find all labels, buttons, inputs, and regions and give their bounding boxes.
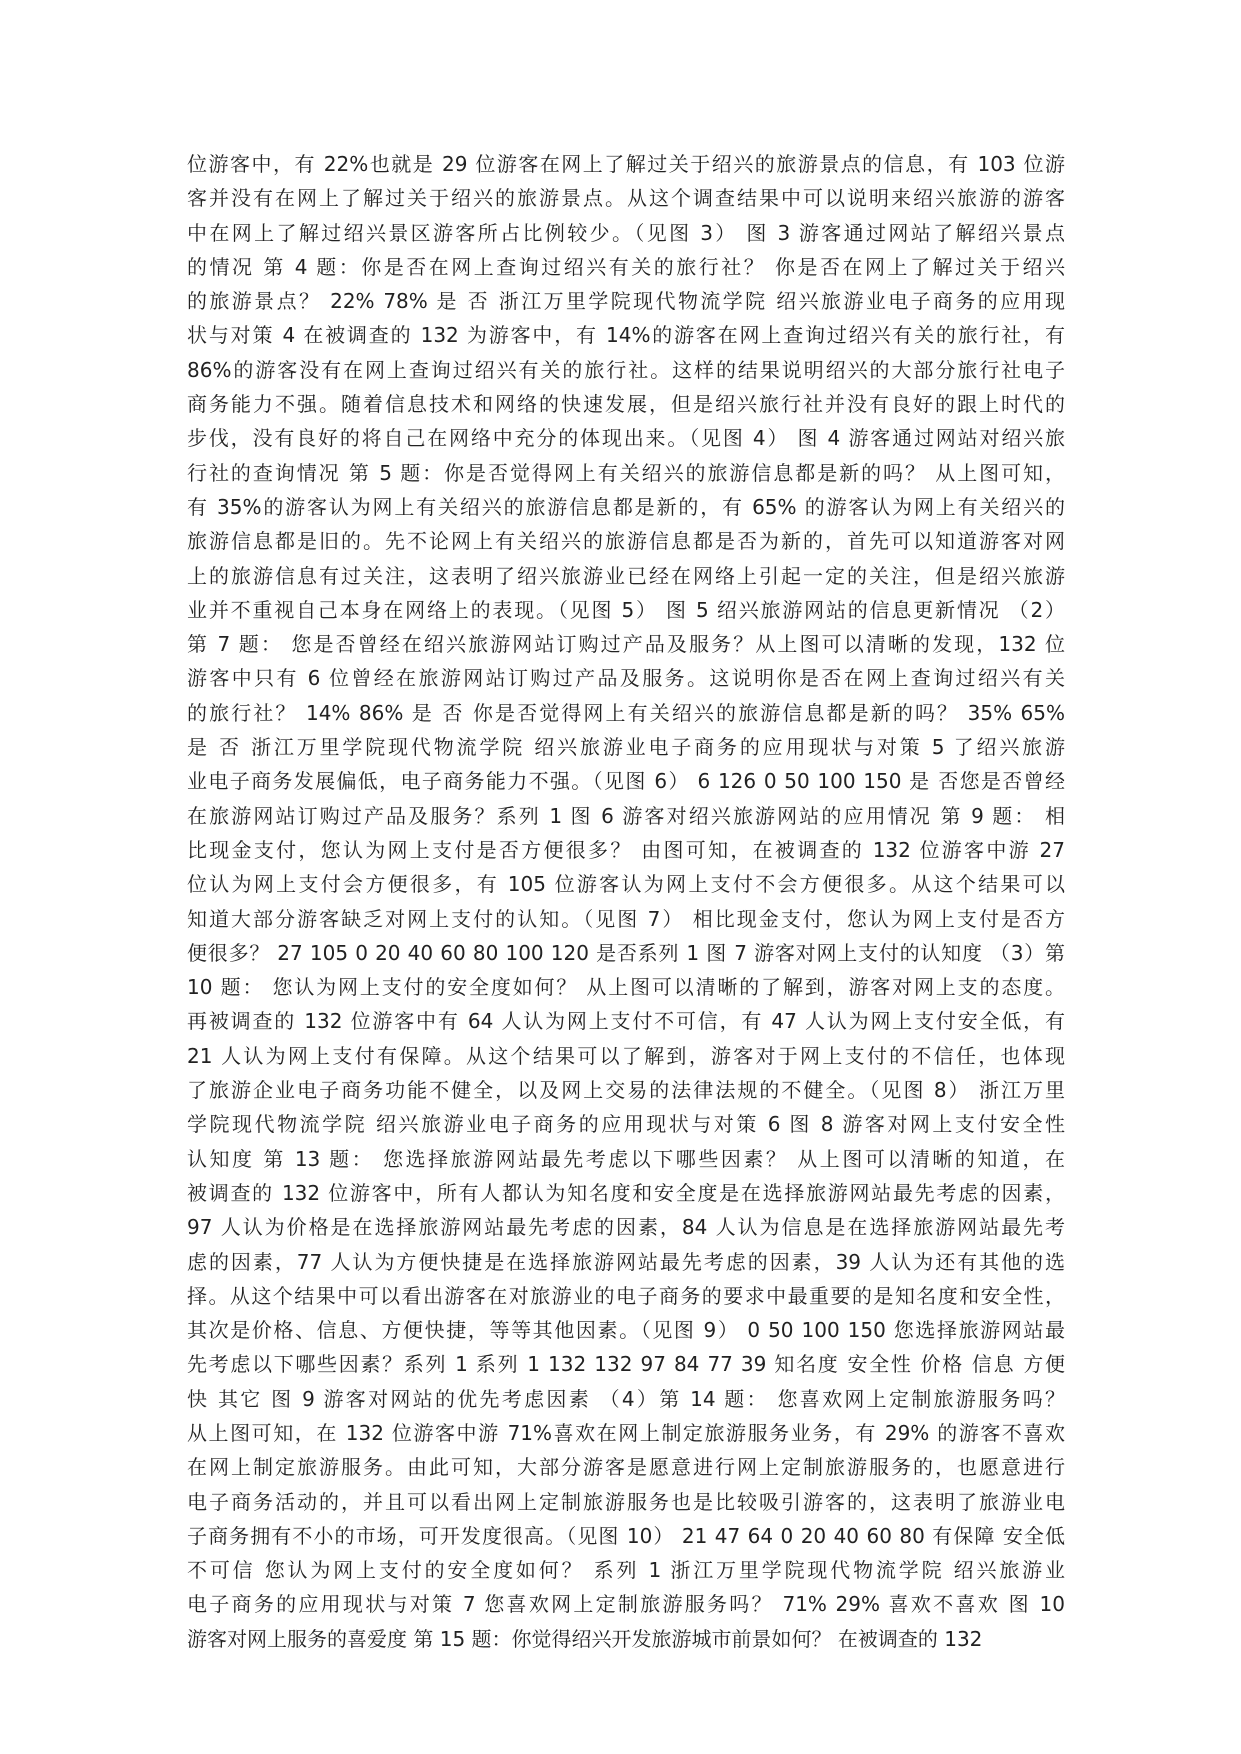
text-line: 位认为网上支付会方便很多，有 105 位游客认为网上支付不会方便很多。从这个结果可以	[187, 872, 1065, 897]
text-line: 上的旅游信息有过关注，这表明了绍兴旅游业已经在网络上引起一定的关注，但是绍兴旅游	[187, 563, 1065, 588]
text-line: 择。从这个结果中可以看出游客在对旅游业的电子商务的要求中最重要的是知名度和安全性，	[187, 1283, 1065, 1308]
text-line: 商务能力不强。随着信息技术和网络的快速发展，但是绍兴旅行社并没有良好的跟上时代的	[187, 392, 1065, 417]
text-line: 不可信 您认为网上支付的安全度如何？ 系列 1 浙江万里学院现代物流学院 绍兴旅游业	[187, 1558, 1065, 1583]
text-line: 虑的因素，77 人认为方便快捷是在选择旅游网站最先考虑的因素，39 人认为还有其他的选	[187, 1249, 1065, 1274]
text-line: 21 人认为网上支付有保障。从这个结果可以了解到，游客对于网上支付的不信任，也体现	[187, 1043, 1065, 1068]
text-line: 在网上制定旅游服务。由此可知，大部分游客是愿意进行网上定制旅游服务的，也愿意进行	[187, 1455, 1065, 1480]
text-line: 被调查的 132 位游客中，所有人都认为知名度和安全度是在选择旅游网站最先考虑的因素，	[187, 1180, 1065, 1205]
text-line: 10 题： 您认为网上支付的安全度如何？ 从上图可以清晰的了解到，游客对网上支的态度。	[187, 975, 1065, 1000]
text-line: 状与对策 4 在被调查的 132 为游客中，有 14%的游客在网上查询过绍兴有关的旅行社，有	[187, 323, 1065, 348]
text-line: 的旅游景点？ 22% 78% 是 否 浙江万里学院现代物流学院 绍兴旅游业电子商务的应用现	[187, 289, 1065, 314]
text-line: 电子商务的应用现状与对策 7 您喜欢网上定制旅游服务吗？ 71% 29% 喜欢不喜欢 图 10	[187, 1592, 1065, 1617]
text-line: 其次是价格、信息、方便快捷，等等其他因素。（见图 9） 0 50 100 150 您选择旅游网站最	[187, 1318, 1065, 1343]
text-line: 比现金支付，您认为网上支付是否方便很多？ 由图可知，在被调查的 132 位游客中游 27	[187, 837, 1065, 862]
text-line: 行社的查询情况 第 5 题：你是否觉得网上有关绍兴的旅游信息都是新的吗？ 从上图可知，	[187, 460, 1065, 485]
text-line: 游客中只有 6 位曾经在旅游网站订购过产品及服务。这说明你是否在网上查询过绍兴有关	[187, 666, 1065, 691]
text-line: 86%的游客没有在网上查询过绍兴有关的旅行社。这样的结果说明绍兴的大部分旅行社电子	[187, 357, 1065, 382]
text-line: 先考虑以下哪些因素？系列 1 系列 1 132 132 97 84 77 39 知名度 安全性 价格 信息 方便	[187, 1352, 1065, 1377]
text-line: 子商务拥有不小的市场，可开发度很高。（见图 10） 21 47 64 0 20 40 60 80 有保障 安全低	[187, 1523, 1065, 1548]
text-line: 97 人认为价格是在选择旅游网站最先考虑的因素，84 人认为信息是在选择旅游网站最先考	[187, 1215, 1065, 1240]
text-line: 的旅行社？ 14% 86% 是 否 你是否觉得网上有关绍兴的旅游信息都是新的吗？ 35% 65%	[187, 700, 1065, 725]
text-line: 位游客中，有 22%也就是 29 位游客在网上了解过关于绍兴的旅游景点的信息，有 103 位游	[187, 152, 1065, 176]
text-line: 有 35%的游客认为网上有关绍兴的旅游信息都是新的，有 65% 的游客认为网上有关绍兴的	[187, 494, 1065, 519]
text-line: 便很多？ 27 105 0 20 40 60 80 100 120 是否系列 1 图 7 游客对网上支付的认知度 （3）第	[187, 940, 1065, 965]
text-line: 电子商务活动的，并且可以看出网上定制旅游服务也是比较吸引游客的，这表明了旅游业电	[187, 1489, 1065, 1514]
text-line: 旅游信息都是旧的。先不论网上有关绍兴的旅游信息都是否为新的，首先可以知道游客对网	[187, 529, 1065, 554]
body-text	[187, 147, 1065, 1656]
text-line: 是 否 浙江万里学院现代物流学院 绍兴旅游业电子商务的应用现状与对策 5 了绍兴旅游	[187, 735, 1065, 760]
text-line: 业电子商务发展偏低，电子商务能力不强。（见图 6） 6 126 0 50 100 150 是 否您是否曾经	[187, 769, 1065, 794]
text-line: 知道大部分游客缺乏对网上支付的认知。（见图 7） 相比现金支付，您认为网上支付是否方	[187, 906, 1065, 931]
text-line: 再被调查的 132 位游客中有 64 人认为网上支付不可信，有 47 人认为网上支付安全低，有	[187, 1009, 1065, 1034]
text-line: 认知度 第 13 题： 您选择旅游网站最先考虑以下哪些因素？ 从上图可以清晰的知道，在	[187, 1146, 1065, 1171]
text-line: 中在网上了解过绍兴景区游客所占比例较少。（见图 3） 图 3 游客通过网站了解绍兴景点	[187, 220, 1065, 245]
text-line: 在旅游网站订购过产品及服务？系列 1 图 6 游客对绍兴旅游网站的应用情况 第 9 题： 相	[187, 803, 1065, 828]
text-line: 业并不重视自己本身在网络上的表现。（见图 5） 图 5 绍兴旅游网站的信息更新情况 （2）	[187, 597, 1065, 622]
text-line: 的情况 第 4 题：你是否在网上查询过绍兴有关的旅行社？ 你是否在网上了解过关于绍兴	[187, 254, 1065, 279]
text-line: 步伐，没有良好的将自己在网络中充分的体现出来。（见图 4） 图 4 游客通过网站对绍兴旅	[187, 426, 1065, 451]
text-line: 学院现代物流学院 绍兴旅游业电子商务的应用现状与对策 6 图 8 游客对网上支付安全性	[187, 1112, 1065, 1137]
text-line: 客并没有在网上了解过关于绍兴的旅游景点。从这个调查结果中可以说明来绍兴旅游的游客	[187, 186, 1065, 211]
text-line: 快 其它 图 9 游客对网站的优先考虑因素 （4）第 14 题： 您喜欢网上定制旅游服务吗？	[187, 1386, 1065, 1411]
text-line: 了旅游企业电子商务功能不健全，以及网上交易的法律法规的不健全。（见图 8） 浙江万里	[187, 1078, 1065, 1103]
text-line: 游客对网上服务的喜爱度 第 15 题：你觉得绍兴开发旅游城市前景如何？ 在被调查的 132	[187, 1626, 983, 1651]
text-line: 第 7 题： 您是否曾经在绍兴旅游网站订购过产品及服务？从上图可以清晰的发现，132 位	[187, 632, 1065, 657]
text-line: 从上图可知，在 132 位游客中游 71%喜欢在网上制定旅游服务业务，有 29% 的游客不喜欢	[187, 1420, 1065, 1445]
